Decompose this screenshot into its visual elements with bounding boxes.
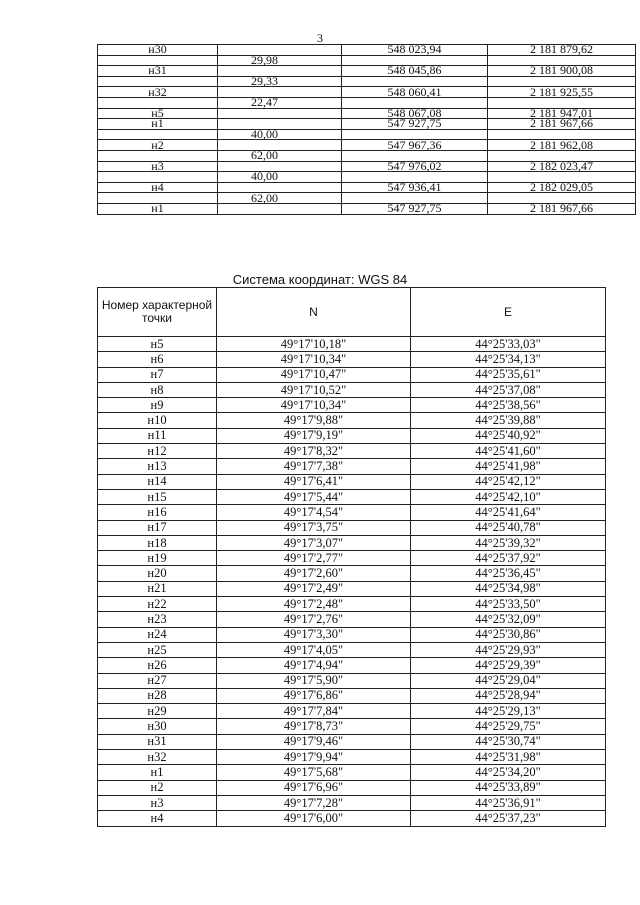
cell-x: 547 927,75 [342, 119, 488, 130]
cell-n: 49°17'5,44" [217, 489, 411, 504]
cell-point: н17 [98, 520, 217, 535]
cell-e: 44°25'34,20" [411, 765, 606, 780]
cell-n: 49°17'4,05" [217, 642, 411, 657]
cell-e: 44°25'29,75" [411, 719, 606, 734]
header-n: N [217, 288, 411, 337]
cell-distance: 40,00 [218, 172, 342, 183]
cell-distance: 40,00 [218, 129, 342, 140]
cell-e: 44°25'34,98" [411, 581, 606, 596]
cell-e: 44°25'33,03" [411, 337, 606, 352]
cell-distance [218, 140, 342, 151]
table-row-point [98, 182, 636, 193]
cell-e: 44°25'38,56" [411, 398, 606, 413]
cell-e: 44°25'29,93" [411, 642, 606, 657]
cell-e: 44°25'31,98" [411, 750, 606, 765]
cell-point: н30 [98, 719, 217, 734]
cell-x: 548 023,94 [342, 45, 488, 56]
cell-x: 548 045,86 [342, 66, 488, 77]
cell-point: н5 [98, 337, 217, 352]
coordinates-table-wgs84 [97, 287, 606, 827]
table-row [98, 734, 606, 749]
cell-e: 44°25'41,64" [411, 505, 606, 520]
cell-n: 49°17'3,30" [217, 627, 411, 642]
cell-point: н9 [98, 398, 217, 413]
cell-point: н3 [98, 795, 217, 810]
table-row-point [98, 45, 636, 56]
cell-distance [218, 66, 342, 77]
cell-e: 44°25'41,98" [411, 459, 606, 474]
cell-n: 49°17'2,77" [217, 551, 411, 566]
cell-point: н31 [98, 734, 217, 749]
cell-n: 49°17'6,41" [217, 474, 411, 489]
cell-e: 44°25'39,88" [411, 413, 606, 428]
cell-point: н6 [98, 352, 217, 367]
cell-point: н20 [98, 566, 217, 581]
cell-e: 44°25'33,89" [411, 780, 606, 795]
cell-distance [218, 182, 342, 193]
cell-n: 49°17'6,96" [217, 780, 411, 795]
table-row [98, 459, 606, 474]
cell-e: 44°25'33,50" [411, 597, 606, 612]
cell-y: 2 181 967,66 [488, 203, 636, 214]
cell-y: 2 182 029,05 [488, 182, 636, 193]
table-row-point [98, 66, 636, 77]
cell-point: н4 [98, 811, 217, 826]
cell-n: 49°17'2,60" [217, 566, 411, 581]
cell-n: 49°17'8,32" [217, 444, 411, 459]
table-row [98, 597, 606, 612]
cell-n: 49°17'2,49" [217, 581, 411, 596]
table-row [98, 658, 606, 673]
cell-point: н7 [98, 367, 217, 382]
cell-point: н18 [98, 535, 217, 550]
cell-y: 2 181 947,01 [488, 108, 636, 119]
cell-e: 44°25'30,74" [411, 734, 606, 749]
table-row [98, 474, 606, 489]
wgs-section-title: Система координат: WGS 84 [232, 272, 408, 287]
cell-x: 548 060,41 [342, 87, 488, 98]
cell-n: 49°17'4,54" [217, 505, 411, 520]
cell-y: 2 182 023,47 [488, 161, 636, 172]
cell-point: н32 [98, 750, 217, 765]
table-row [98, 704, 606, 719]
cell-n: 49°17'9,88" [217, 413, 411, 428]
cell-point: н22 [98, 597, 217, 612]
cell-e: 44°25'36,91" [411, 795, 606, 810]
table-row-point [98, 161, 636, 172]
table-header-row [98, 288, 606, 337]
cell-point: н27 [98, 673, 217, 688]
table-row [98, 765, 606, 780]
cell-point: н30 [98, 45, 218, 56]
table-row [98, 627, 606, 642]
cell-y: 2 181 879,62 [488, 45, 636, 56]
cell-n: 49°17'7,84" [217, 704, 411, 719]
cell-n: 49°17'2,76" [217, 612, 411, 627]
cell-n: 49°17'9,19" [217, 428, 411, 443]
table-row [98, 520, 606, 535]
cell-n: 49°17'10,34" [217, 398, 411, 413]
cell-point: н13 [98, 459, 217, 474]
cell-distance [218, 161, 342, 172]
table-row [98, 688, 606, 703]
cell-n: 49°17'2,48" [217, 597, 411, 612]
table-row [98, 811, 606, 826]
table-row [98, 489, 606, 504]
cell-point: н19 [98, 551, 217, 566]
cell-distance [218, 108, 342, 119]
cell-point: н2 [98, 780, 217, 795]
cell-n: 49°17'10,52" [217, 382, 411, 397]
table-row [98, 337, 606, 352]
cell-point: н29 [98, 704, 217, 719]
cell-point: н15 [98, 489, 217, 504]
cell-e: 44°25'36,45" [411, 566, 606, 581]
table-row [98, 673, 606, 688]
cell-point: н2 [98, 140, 218, 151]
cell-point: н21 [98, 581, 217, 596]
cell-distance: 62,00 [218, 193, 342, 204]
header-point-number: Номер характерной точки [98, 288, 217, 337]
cell-n: 49°17'9,94" [217, 750, 411, 765]
cell-e: 44°25'39,32" [411, 535, 606, 550]
cell-e: 44°25'29,39" [411, 658, 606, 673]
cell-x: 548 067,08 [342, 108, 488, 119]
cell-point: н1 [98, 119, 218, 130]
cell-point: н8 [98, 382, 217, 397]
cell-point: н14 [98, 474, 217, 489]
cell-point: н16 [98, 505, 217, 520]
cell-e: 44°25'40,92" [411, 428, 606, 443]
table-row [98, 444, 606, 459]
cell-e: 44°25'42,10" [411, 489, 606, 504]
cell-distance [218, 119, 342, 130]
cell-e: 44°25'28,94" [411, 688, 606, 703]
cell-e: 44°25'37,23" [411, 811, 606, 826]
cell-point: н25 [98, 642, 217, 657]
table-row [98, 505, 606, 520]
cell-point: н31 [98, 66, 218, 77]
cell-distance: 22,47 [218, 97, 342, 108]
cell-point: н5 [98, 108, 218, 119]
cell-e: 44°25'32,09" [411, 612, 606, 627]
table-row [98, 413, 606, 428]
table-row [98, 581, 606, 596]
table-row [98, 352, 606, 367]
cell-point: н32 [98, 87, 218, 98]
table-row [98, 566, 606, 581]
table-row [98, 780, 606, 795]
cell-n: 49°17'10,18" [217, 337, 411, 352]
cell-point: н12 [98, 444, 217, 459]
cell-point: н24 [98, 627, 217, 642]
table-row [98, 367, 606, 382]
table-row [98, 795, 606, 810]
cell-y: 2 181 967,66 [488, 119, 636, 130]
table-row [98, 398, 606, 413]
table-row [98, 612, 606, 627]
cell-e: 44°25'30,86" [411, 627, 606, 642]
cell-e: 44°25'34,13" [411, 352, 606, 367]
cell-x: 547 976,02 [342, 161, 488, 172]
table-row [98, 750, 606, 765]
cell-distance [218, 87, 342, 98]
cell-distance: 29,33 [218, 76, 342, 87]
cell-distance: 29,98 [218, 55, 342, 66]
cell-n: 49°17'9,46" [217, 734, 411, 749]
cell-e: 44°25'40,78" [411, 520, 606, 535]
cell-distance [218, 203, 342, 214]
cell-y: 2 181 900,08 [488, 66, 636, 77]
cell-e: 44°25'41,60" [411, 444, 606, 459]
cell-n: 49°17'8,73" [217, 719, 411, 734]
cell-n: 49°17'3,75" [217, 520, 411, 535]
table-row [98, 428, 606, 443]
table-row [98, 535, 606, 550]
cell-n: 49°17'3,07" [217, 535, 411, 550]
cell-point: н28 [98, 688, 217, 703]
wgs-table-body [98, 337, 606, 827]
cell-n: 49°17'10,47" [217, 367, 411, 382]
cell-point: н23 [98, 612, 217, 627]
header-e: E [411, 288, 606, 337]
table-row-point [98, 203, 636, 214]
table-row [98, 719, 606, 734]
cell-n: 49°17'6,00" [217, 811, 411, 826]
table-row-point [98, 119, 636, 130]
table-row [98, 382, 606, 397]
table-row-point [98, 140, 636, 151]
cell-n: 49°17'7,28" [217, 795, 411, 810]
cell-point: н1 [98, 765, 217, 780]
cell-point: н4 [98, 182, 218, 193]
cell-e: 44°25'37,08" [411, 382, 606, 397]
cell-point: н26 [98, 658, 217, 673]
cell-n: 49°17'10,34" [217, 352, 411, 367]
cell-x: 547 936,41 [342, 182, 488, 193]
table-row-point [98, 87, 636, 98]
cell-e: 44°25'29,13" [411, 704, 606, 719]
cell-n: 49°17'5,90" [217, 673, 411, 688]
cell-e: 44°25'29,04" [411, 673, 606, 688]
cell-point: н3 [98, 161, 218, 172]
cell-distance [218, 45, 342, 56]
cell-e: 44°25'42,12" [411, 474, 606, 489]
cell-n: 49°17'6,86" [217, 688, 411, 703]
cell-distance: 62,00 [218, 150, 342, 161]
coordinates-table-body [98, 42, 636, 216]
cell-e: 44°25'35,61" [411, 367, 606, 382]
cell-n: 49°17'5,68" [217, 765, 411, 780]
table-row [98, 551, 606, 566]
cell-y: 2 181 962,08 [488, 140, 636, 151]
cell-x: 547 967,36 [342, 140, 488, 151]
cell-y: 2 181 925,55 [488, 87, 636, 98]
cell-n: 49°17'4,94" [217, 658, 411, 673]
coordinates-table-msk [97, 44, 636, 215]
cell-point: н11 [98, 428, 217, 443]
cell-point: н1 [98, 203, 218, 214]
table-row [98, 642, 606, 657]
cell-n: 49°17'7,38" [217, 459, 411, 474]
cell-e: 44°25'37,92" [411, 551, 606, 566]
page-number: 3 [317, 31, 323, 45]
cell-x: 547 927,75 [342, 203, 488, 214]
cell-point: н10 [98, 413, 217, 428]
